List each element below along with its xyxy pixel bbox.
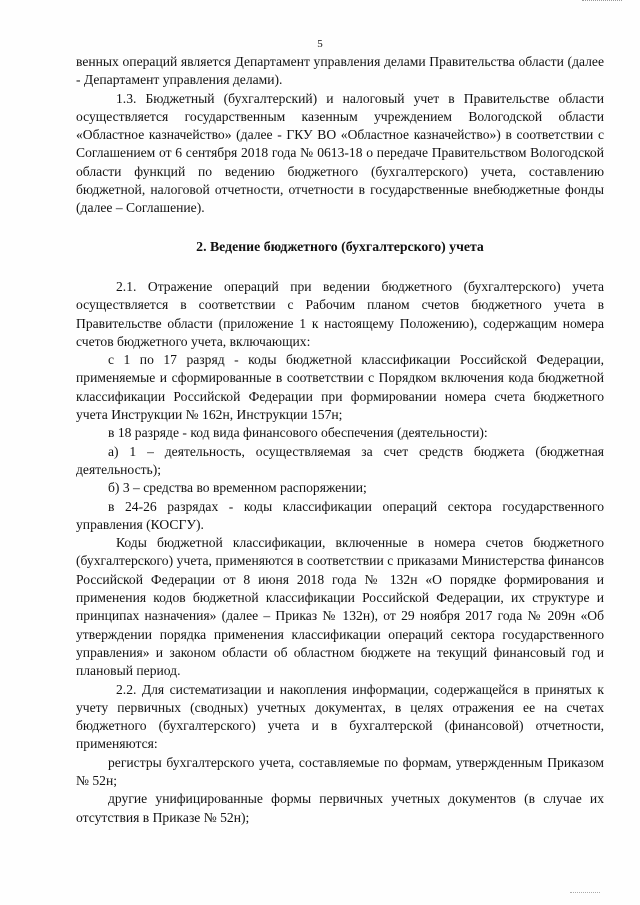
paragraph-digit-18: в 18 разряде - код вида финансового обеспечения (деятельности): — [108, 425, 488, 441]
section-heading: 2. Ведение бюджетного (бухгалтерского) учета — [196, 238, 484, 254]
paragraph-continuation: венных операций является Департамент управления делами Правительства области (далее - Департамент управления делами). — [76, 54, 604, 88]
paragraph-item-b: б) 3 – средства во временном распоряжении; — [108, 480, 367, 496]
paragraph-item-a: а) 1 – деятельность, осуществляемая за счет средств бюджета (бюджетная деятельность); — [76, 443, 604, 477]
scan-corner-mark — [582, 0, 622, 7]
paragraph-registers: регистры бухгалтерского учета, составляемые по формам, утвержденным Приказом № 52н; — [76, 754, 604, 788]
page-number: 5 — [317, 38, 323, 50]
paragraph-budget-codes: Коды бюджетной классификации, включенные в номера счетов бюджетного (бухгалтерского) учета, применяются в соответствии с приказами Министерства финансов Российской Федерации от 8 июня 2018 года № 132н «О порядке формирования и применения кодов бюджетной классификации Российской Федерации, их структуре и принципах назначения» (далее – Приказ № 132н), от 29 ноября 2017 года № 209н «Об утверждении порядка применения классификации операций сектора государственного управления» и законом области об областном бюджете на текущий финансовый год и плановый период. — [76, 535, 604, 679]
paragraph-digits-1-17: с 1 по 17 разряд - коды бюджетной классификации Российской Федерации, применяемые и сформированные в соответствии с Порядком включения кода бюджетной классификации Российской Федерации при формировании номера счета бюджетного учета Инструкции № 162н, Инструкции 157н; — [76, 352, 604, 423]
paragraph-1-3: 1.3. Бюджетный (бухгалтерский) и налоговый учет в Правительстве области осуществляется государственным казенным учреждением Вологодской области «Областное казначейство» (далее - ГКУ ВО «Областное казначейство») в соответствии с Соглашением от 6 сентября 2018 года № 0613-18 о передаче Правительством Вологодской области функций по ведению бюджетного (бухгалтерского) учета, составлению бюджетной, налоговой отчетности, отчетности в государственные внебюджетные фонды (далее – Соглашение). — [76, 90, 604, 216]
document-body — [76, 53, 604, 827]
paragraph-digits-24-26: в 24-26 разрядах - коды классификации операций сектора государственного управления (КОСГУ). — [76, 498, 604, 532]
paragraph-2-1: 2.1. Отражение операций при ведении бюджетного (бухгалтерского) учета осуществляется в соответствии с Рабочим планом счетов бюджетного учета в Правительстве области (приложение 1 к настоящему Положению), содержащим номера счетов бюджетного учета, включающих: — [76, 278, 604, 349]
paragraph-other-forms: другие унифицированные формы первичных учетных документов (в случае их отсутствия в Приказе № 52н); — [76, 791, 604, 825]
scan-corner-mark-bottom — [570, 888, 600, 893]
paragraph-2-2: 2.2. Для систематизации и накопления информации, содержащейся в принятых к учету первичных (сводных) учетных документах, в целях отражения ее на счетах бюджетного (бухгалтерского) учета и в бухгалтерской (финансовой) отчетности, применяются: — [76, 681, 604, 752]
